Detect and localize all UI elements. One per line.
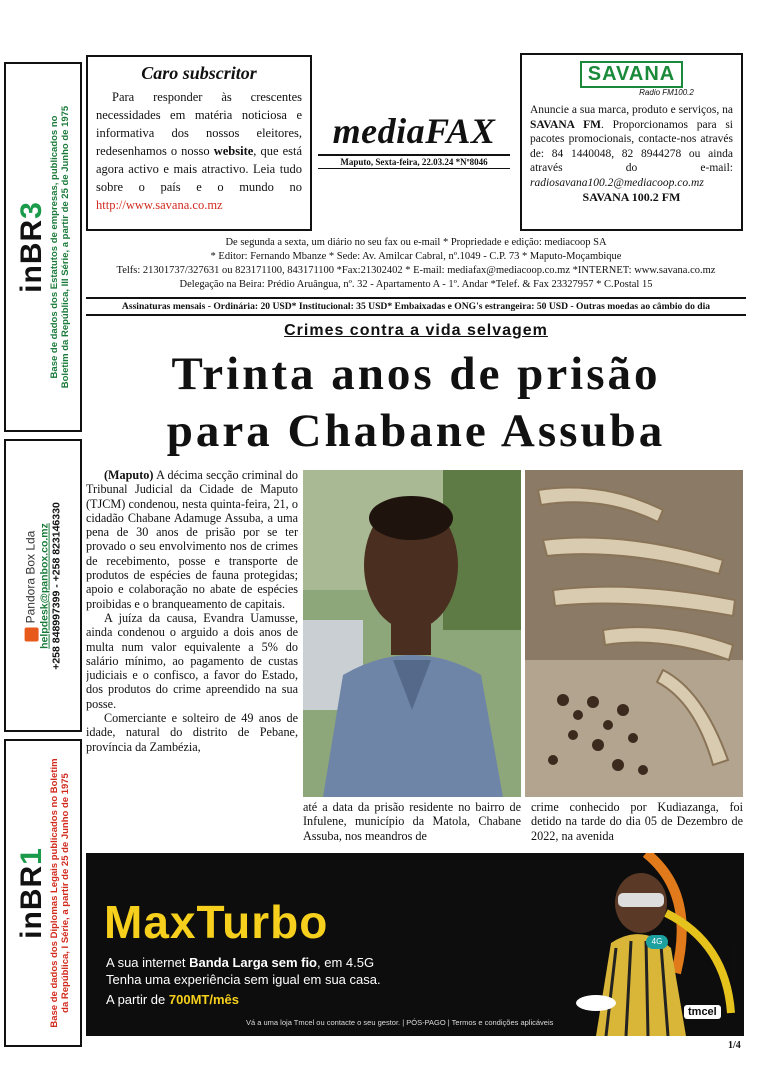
inbr1-line1: Base de dados dos Diplomas Legais publicados no Boletim [49,758,60,1028]
subscription-prices: Assinaturas mensais - Ordinária: 20 USD* Institucional: 35 USD* Embaixadas e ONG's estrangeira: 50 USD - Outras moedas ao câmbio do dia [86,297,746,316]
savana-logo: SAVANA [580,61,683,88]
savana-site-link[interactable]: http://www.savana.co.mz [96,198,223,212]
article-paragraph-1: (Maputo) A décima secção criminal do Tribunal Judicial da Cidade de Maputo (TJCM) condenou, nesta quinta-feira, 21, o cidadão Chabane Adamuge Assuba, a uma pena de 30 anos de prisão por se ter provado o seu envolvimento nos de crimes de recebimento, posse e transporte de produtos de espécies de fauna protegidas; apoio e colaboração no abate de espécies proibidas e o branqueamento de capitais. [86,468,298,611]
ad-line3: A partir de 700MT/mês [106,992,239,1007]
mediafax-logo: mediaFAX [332,111,496,151]
savana-text: Anuncie a sua marca, produto e serviços, na SAVANA FM. Proporcionamos para si pacotes promocionais, contacte-nos através de: 84 1440048, 82 8944278 ou ainda através do e-mail: radiosavana100.2@mediacoop.co.mz [530,104,734,189]
ad-line1: A sua internet Banda Larga sem fio, em 4.5G [106,955,375,970]
article-paragraph-2: A juíza da causa, Evandra Uamusse, ainda condenou o arguido a dois anos de multa num valor equivalente a 5% do salário mínimo, ao pagamento de custas judiciais e o confisco, a favor do Estado, dos produtos do crime apreendido na sua posse. [86,610,298,711]
inbr3-ad[interactable] [4,62,82,432]
left-ad-strip [4,62,82,1047]
article-photo [303,470,743,797]
inbr1-line2: da República, I Série, a partir de 25 de Junho de 1975 [60,773,71,1013]
subscriber-notice [86,55,312,231]
masthead [318,110,510,169]
issue-date: Maputo, Sexta-feira, 22.03.24 *Nº8046 [318,154,510,169]
ad-line2: Tenha uma experiência sem igual em sua casa. [106,972,381,987]
tmcel-logo: tmcel [684,1005,721,1019]
article-column-1 [86,468,298,850]
article-paragraph-3: Comerciante e solteiro de 49 anos de idade, natural do distrito de Pebane, província da Zambézia, [86,711,298,754]
article-headline: Trinta anos de prisão para Chabane Assuba [166,348,666,457]
article-column-2: até a data da prisão residente no bairro de Infulene, município da Matola, Chabane Assuba, nos meandros de [303,800,521,843]
subscriber-title: Caro subscritor [141,63,257,83]
page-number: 1/4 [728,1040,741,1051]
info-line2: * Editor: Fernando Mbanze * Sede: Av. Amilcar Cabral, nº.1049 - C.P. 73 * Maputo-Moçambique [210,251,622,262]
savana-fm-ad [520,53,743,231]
pandora-phones: +258 848997399 - +258 823146330 [50,501,63,670]
inbr3-logo: inBR3 [15,201,48,293]
pandora-email-link[interactable]: helpdesk@panbox.co.mz [38,522,51,649]
maxturbo-ad[interactable] [86,853,744,1036]
advertising-label: Publicidade [730,940,740,984]
article-kicker: Crimes contra a vida selvagem [284,322,548,339]
inbr1-ad[interactable] [4,739,82,1047]
pandora-name: Pandora Box Lda [24,439,39,732]
article-column-3: crime conhecido por Kudiazanga, foi detido na tarde do dia 05 de Dezembro de 2022, na avenida [531,800,743,843]
info-line3: Telfs: 21301737/327631 ou 823171100, 843171100 *Fax:21302402 * E-mail: mediafax@mediacoop.co.mz *INTERNET: www.savana.co.mz [116,265,716,276]
ad-title: MaxTurbo [104,896,329,948]
inbr3-line2: Boletim da República, III Série, a partir de 25 de Junho de 1975 [60,105,71,389]
publication-info [86,236,746,292]
inbr1-logo: inBR1 [15,847,48,939]
pandora-logo-icon [24,627,38,641]
info-line4: Delegação na Beira: Prédio Aruângua, nº. 32 - Apartamento A - 1º. Andar *Telef. & Fax 23327957 * C.Postal 15 [179,279,653,290]
savana-sub: Radio FM100.2 [639,88,694,97]
pandora-box-ad[interactable] [4,439,82,732]
subscriber-text: Para responder às crescentes necessidades em matéria noticiosa e informativa dos nossos eleitores, redesenhamos o nosso website, que está agora activo e mais atractivo. Leia tudo sobre o país e o mundo no http://www.savana.co.mz [96,90,303,212]
savana-email-link[interactable]: radiosavana100.2@mediacoop.co.mz [530,176,704,189]
info-line1: De segunda a sexta, um diário no seu fax ou e-mail * Propriedade e edição: mediacoop SA [225,237,607,248]
ad-footer: Vá a uma loja Tmcel ou contacte o seu gestor. | PÓS-PAGO | Termos e condições aplicáveis [246,1018,554,1027]
ad-4g-badge: 4G [646,935,668,949]
inbr3-line1: Base de dados dos Estatutos de empresas, publicados no [49,115,60,379]
savana-sign: SAVANA 100.2 FM [582,190,681,204]
